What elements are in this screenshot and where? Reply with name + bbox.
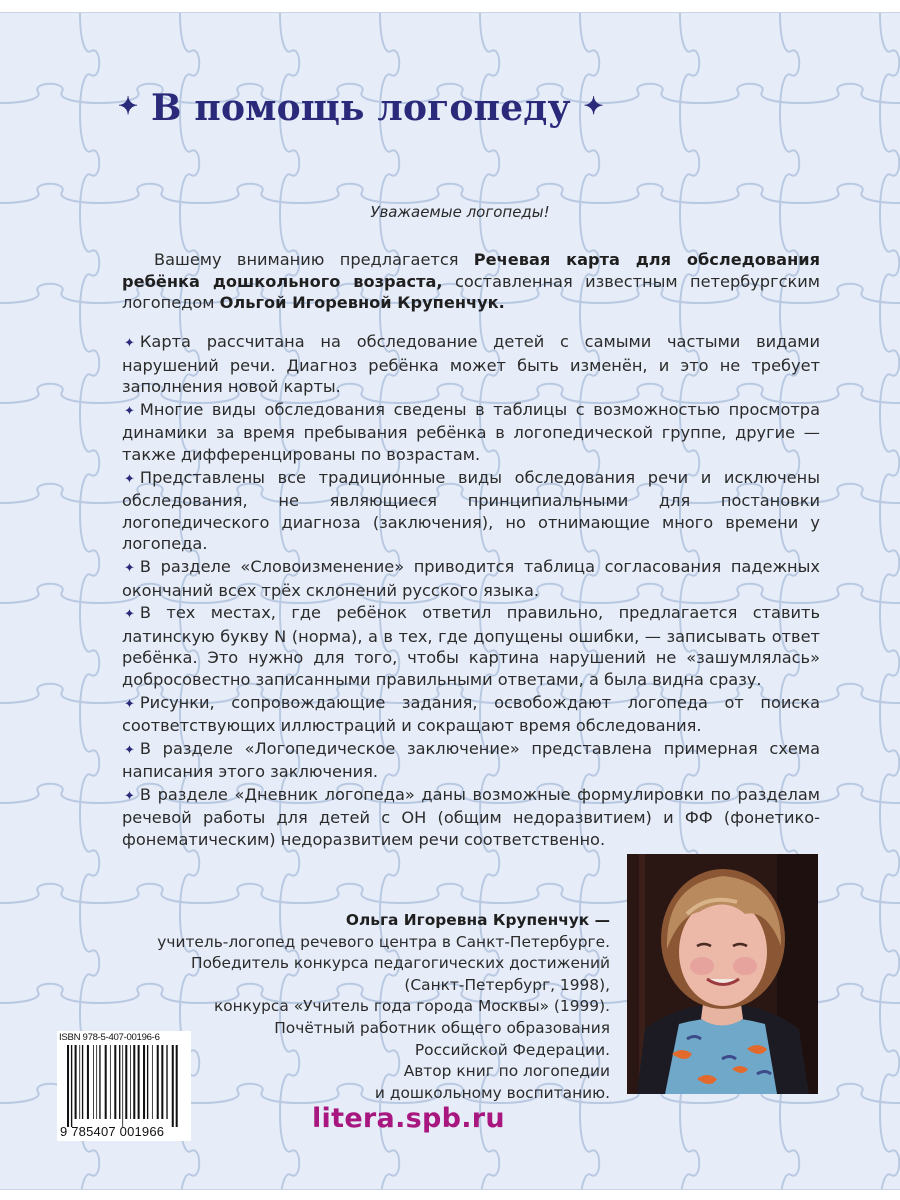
feature-list-item-text: В тех местах, где ребёнок ответил правильно, предлагается ставить латинскую букву N (норма), а в тех, где допущены ошибки, — записывать ответ ребёнка. Это нужно для того, чтобы картина нарушений не «зашумлялась» добросовестно записанными правильными ответами, а была видна сразу. [122,603,820,689]
author-bio-line: (Санкт-Петербург, 1998), [404,975,610,994]
barcode-bar [105,1045,107,1119]
star-ornament-icon: ✦ [118,91,139,120]
feature-list-item [122,556,820,601]
barcode-bar [119,1045,120,1119]
four-pointed-star-icon: ✦ [124,403,135,419]
four-pointed-star-icon: ✦ [124,607,135,623]
series-title [118,87,638,129]
barcode-bar [93,1045,94,1119]
intro-lead: Вашему вниманию предлагается [154,250,474,269]
isbn-label: ISBN 978-5-407-00196-6 [59,1032,160,1043]
author-photo [627,854,818,1094]
four-pointed-star-icon: ✦ [124,742,135,758]
four-pointed-star-icon: ✦ [124,696,135,712]
barcode-bar [75,1045,77,1119]
barcode-bar [133,1045,135,1119]
barcode-digits: 9 785407 001966 [60,1124,165,1139]
barcode-bar [71,1045,72,1127]
feature-list-item-text: В разделе «Логопедическое заключение» представлена примерная схема написания этого заключения. [122,738,820,782]
author-bio-name: Ольга Игоревна Крупенчук — [345,911,610,929]
barcode-bar [172,1045,174,1127]
barcode-bar [152,1045,153,1119]
feature-list-item [122,602,820,690]
barcode-bar [143,1045,145,1119]
barcode-bar [122,1045,123,1127]
author-portrait-image [627,854,818,1094]
series-title-text: В помощь логопеду [151,87,571,129]
isbn-barcode [57,1031,191,1141]
feature-list-item [122,692,820,737]
four-pointed-star-icon: ✦ [124,560,135,576]
barcode-bar [114,1045,116,1119]
feature-list-item [122,467,820,555]
barcode-bar [79,1045,80,1119]
publisher-website[interactable]: litera.spb.ru [312,1103,505,1134]
author-bio-line: Российской Федерации. [414,1040,610,1059]
star-ornament-icon: ✦ [583,91,604,120]
author-bio-line: и дошкольному воспитанию. [374,1083,610,1102]
barcode-bar [138,1045,140,1119]
barcode-bar [166,1045,167,1119]
author-bio-line: конкурса «Учитель года города Москвы» (1999). [213,997,610,1016]
feature-list-item-text: Карта рассчитана на обследование детей с самыми частыми видами нарушений речи. Диагноз ребёнка может быть изменён, и это не требует заполнения новой карты. [122,332,820,397]
barcode-bars [67,1045,183,1127]
four-pointed-star-icon: ✦ [124,336,135,351]
barcode-bar [99,1045,100,1119]
author-bio-line: Почётный работник общего образования [274,1018,610,1037]
barcode-bar [87,1045,89,1119]
barcode-bar [161,1045,163,1119]
greeting: Уважаемые логопеды! [370,203,550,221]
feature-list-item-text: Рисунки, сопровождающие задания, освобождают логопеда от поиска соответствующих иллюстраций и сокращают время обследования. [122,692,820,736]
barcode-bar [147,1045,148,1119]
feature-list-item [122,738,820,783]
author-bio-line: Автор книг по логопедии [403,1062,610,1081]
feature-list-item [122,784,820,851]
feature-list-item-text: Представлены все традиционные виды обследования речи и исключены обследования, не являющиеся принципиальными для постановки логопедического диагноза (заключения), но отнимающие много времени у логопеда. [122,467,820,554]
feature-list-item [122,399,820,466]
feature-list-item [122,331,820,398]
barcode-bar [125,1045,127,1119]
four-pointed-star-icon: ✦ [124,788,135,804]
barcode-bar [82,1045,83,1119]
feature-list [122,331,820,852]
barcode-bar [96,1045,97,1119]
intro-middle: составленная известным петербургским логопедом [122,271,820,313]
feature-list-item-text: В разделе «Дневник логопеда» даны возможные формулировки по разделам речевой работы для детей с ОН (общим недоразвитием) и ФФ (фонетико-фонематическим) недоразвитием речи соответственно. [122,784,820,850]
intro-paragraph [122,249,820,314]
barcode-bar [176,1045,178,1127]
intro-author-name: Ольгой Игоревной Крупенчук. [219,293,505,313]
author-bio-line: учитель-логопед речевого центра в Санкт-Петербурге. [157,932,610,951]
barcode-bar [67,1045,69,1127]
feature-list-item-text: Многие виды обследования сведены в таблицы с возможностью просмотра динамики за время пребывания ребёнка в логопедической группе, другие — также дифференцированы по возрастам. [122,399,820,464]
barcode-bar [130,1045,131,1119]
book-back-cover [0,12,900,1190]
barcode-bar [157,1045,159,1119]
barcode-bar [110,1045,111,1119]
feature-list-item-text: В разделе «Словоизменение» приводится таблица согласования падежных окончаний всех трёх склонений русского языка. [122,556,820,600]
four-pointed-star-icon: ✦ [124,471,135,487]
author-bio-line: Победитель конкурса педагогических достижений [191,954,610,973]
intro-book-title: Речевая карта для обследования ребёнка дошкольного возраста, [122,250,820,291]
